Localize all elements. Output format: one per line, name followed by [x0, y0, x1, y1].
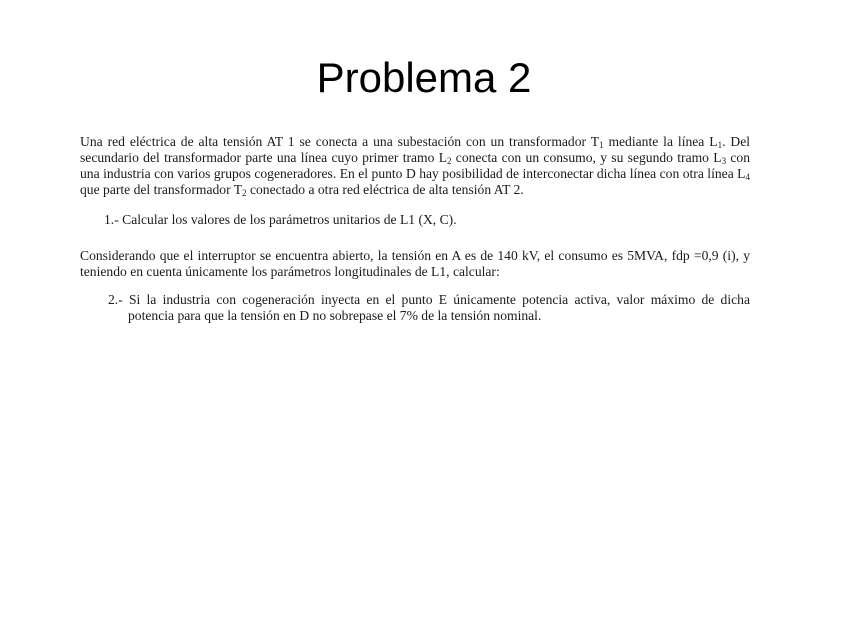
intro-text-4: conecta con un consumo, y su segundo tramo L	[451, 150, 722, 165]
intro-subscript-5: 4	[745, 172, 750, 182]
intro-text-1: Una red eléctrica de alta tensión AT 1 se conecta a una subestación con un transformador T	[80, 134, 600, 149]
intro-subscript-4: 3	[721, 156, 727, 166]
intro-subscript-3: 2	[447, 156, 452, 166]
intro-text-2: mediante la línea L	[603, 134, 718, 149]
question-2: 2.- Si la industria con cogeneración inyecta en el punto E únicamente potencia activa, valor máximo de dicha potencia para que la tensión en D no sobrepase el 7% de la tensión nominal.	[108, 292, 750, 323]
problem-statement	[80, 134, 750, 324]
intro-text-7: conectado a otra red eléctrica de alta tensión AT 2.	[246, 182, 524, 197]
question-1: 1.- Calcular los valores de los parámetros unitarios de L1 (X, C).	[104, 212, 457, 227]
intro-subscript-6: 2	[242, 188, 247, 198]
intro-text-3: . Del secundario del transformador parte una línea cuyo primer tramo L	[80, 134, 751, 165]
intro-text-6: que parte del transformador T	[80, 182, 243, 197]
conditions-paragraph: Considerando que el interruptor se encuentra abierto, la tensión en A es de 140 kV, el consumo es 5MVA, fdp =0,9 (i), y teniendo en cuenta únicamente los parámetros longitudinales de L1, calcular:	[80, 248, 750, 279]
intro-text-5: con una industria con varios grupos cogeneradores. En el punto D hay posibilidad de interconectar dicha línea con otra línea L	[80, 150, 750, 181]
intro-subscript-1: 1	[599, 140, 604, 150]
intro-paragraph	[80, 134, 750, 198]
slide-title: Problema 2	[316, 54, 532, 101]
intro-subscript-2: 1	[717, 140, 723, 150]
